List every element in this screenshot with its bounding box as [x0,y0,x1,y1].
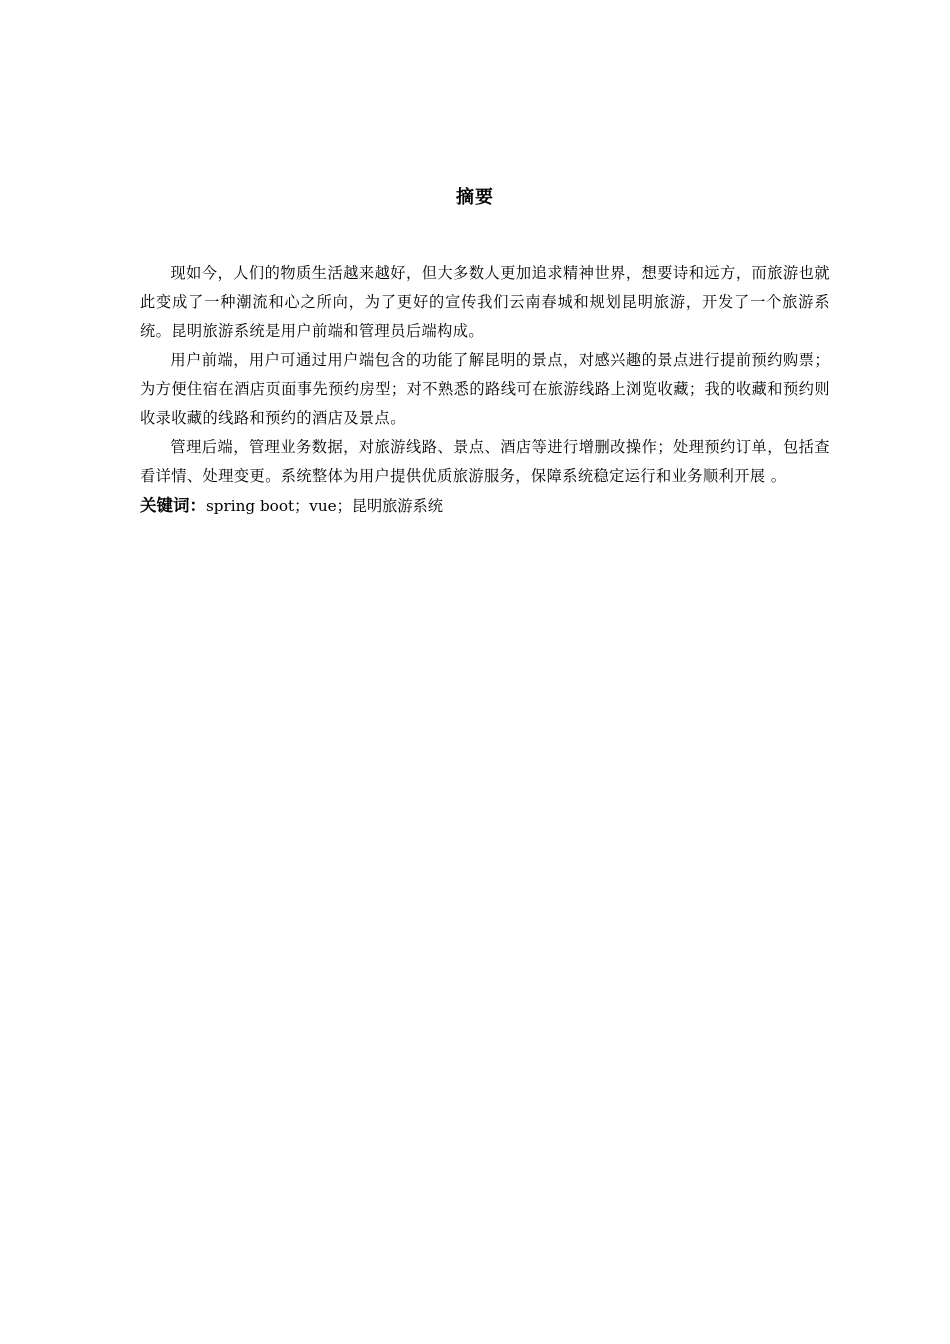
keywords-value: spring boot；vue；昆明旅游系统 [206,497,443,515]
abstract-body [140,259,830,521]
abstract-title: 摘要 [456,187,494,208]
keywords-label: 关键词： [140,496,206,515]
abstract-paragraph-2: 用户前端，用户可通过用户端包含的功能了解昆明的景点，对感兴趣的景点进行提前预约购票；为方便住宿在酒店页面事先预约房型；对不熟悉的路线可在旅游线路上浏览收藏；我的收藏和预约则收录收藏的线路和预约的酒店及景点。 [140,351,830,427]
abstract-paragraph-1: 现如今，人们的物质生活越来越好，但大多数人更加追求精神世界，想要诗和远方，而旅游也就此变成了一种潮流和心之所向，为了更好的宣传我们云南春城和规划昆明旅游，开发了一个旅游系统。昆明旅游系统是用户前端和管理员后端构成。 [140,264,830,340]
abstract-paragraph-3: 管理后端，管理业务数据，对旅游线路、景点、酒店等进行增删改操作；处理预约订单，包括查看详情、处理变更。系统整体为用户提供优质旅游服务，保障系统稳定运行和业务顺利开展 。 [140,438,830,485]
keywords-line [140,491,830,521]
